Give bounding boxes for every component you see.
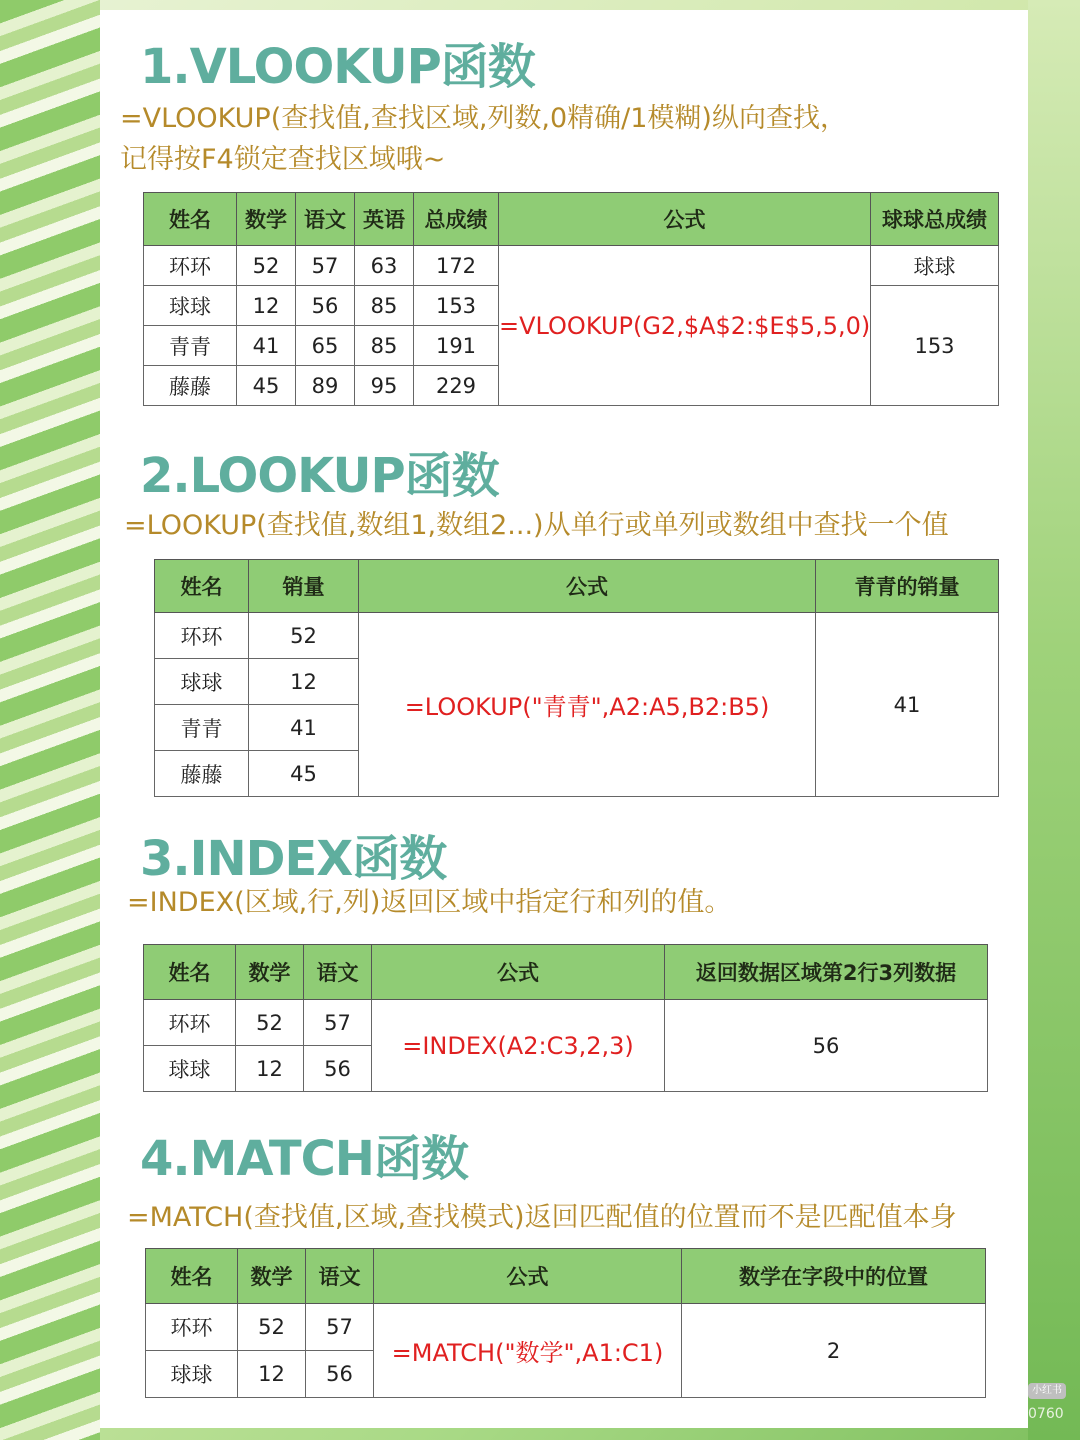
table-cell: 89 bbox=[296, 366, 355, 406]
header-cell: 数学 bbox=[236, 945, 304, 1000]
table-cell: 153 bbox=[414, 286, 499, 326]
table-cell: 172 bbox=[414, 246, 499, 286]
lookup-name-cell: 球球 bbox=[871, 246, 999, 286]
table-cell: 藤藤 bbox=[155, 751, 249, 797]
header-cell: 姓名 bbox=[144, 193, 237, 246]
header-cell: 数学在字段中的位置 bbox=[682, 1249, 986, 1304]
table-cell: 环环 bbox=[144, 1000, 236, 1046]
index-table bbox=[143, 944, 988, 1092]
header-cell: 数学 bbox=[237, 193, 296, 246]
table-cell: 藤藤 bbox=[144, 366, 237, 406]
table-cell: 12 bbox=[236, 1046, 304, 1092]
table-cell: 65 bbox=[296, 326, 355, 366]
table-header-row bbox=[146, 1249, 986, 1304]
header-cell: 青青的销量 bbox=[816, 560, 999, 613]
header-cell: 姓名 bbox=[155, 560, 249, 613]
table-cell: 57 bbox=[304, 1000, 372, 1046]
table-cell: 52 bbox=[249, 613, 359, 659]
lookup-table bbox=[154, 559, 999, 797]
table-cell: 环环 bbox=[155, 613, 249, 659]
header-cell: 总成绩 bbox=[414, 193, 499, 246]
table-cell: 56 bbox=[306, 1351, 374, 1398]
header-cell: 英语 bbox=[355, 193, 414, 246]
table-cell: 56 bbox=[304, 1046, 372, 1092]
table-row bbox=[144, 1000, 988, 1046]
table-row bbox=[144, 246, 999, 286]
table-cell: 球球 bbox=[144, 1046, 236, 1092]
table-cell: 57 bbox=[306, 1304, 374, 1351]
lookup-result-cell: 41 bbox=[816, 613, 999, 797]
vlookup-description-line1: =VLOOKUP(查找值,查找区域,列数,0精确/1模糊)纵向查找， bbox=[120, 103, 847, 134]
header-cell: 公式 bbox=[372, 945, 665, 1000]
table-cell: 52 bbox=[238, 1304, 306, 1351]
table-header-row bbox=[155, 560, 999, 613]
table-header-row bbox=[144, 945, 988, 1000]
table-cell: 95 bbox=[355, 366, 414, 406]
header-cell: 数学 bbox=[238, 1249, 306, 1304]
lookup-formula-cell: =LOOKUP("青青",A2:A5,B2:B5) bbox=[359, 613, 816, 797]
header-cell: 姓名 bbox=[146, 1249, 238, 1304]
table-cell: 12 bbox=[238, 1351, 306, 1398]
right-decorative-background bbox=[1028, 0, 1080, 1440]
table-cell: 环环 bbox=[146, 1304, 238, 1351]
header-cell: 语文 bbox=[296, 193, 355, 246]
table-cell: 191 bbox=[414, 326, 499, 366]
table-cell: 85 bbox=[355, 326, 414, 366]
table-cell: 41 bbox=[249, 705, 359, 751]
table-cell: 青青 bbox=[155, 705, 249, 751]
match-formula-cell: =MATCH("数学",A1:C1) bbox=[374, 1304, 682, 1398]
table-cell: 52 bbox=[236, 1000, 304, 1046]
lookup-title: 2.LOOKUP函数 bbox=[140, 448, 499, 504]
table-cell: 球球 bbox=[144, 286, 237, 326]
match-description: =MATCH(查找值,区域,查找模式)返回匹配值的位置而不是匹配值本身 bbox=[127, 1202, 957, 1233]
header-cell: 返回数据区域第2行3列数据 bbox=[665, 945, 988, 1000]
table-cell: 青青 bbox=[144, 326, 237, 366]
vlookup-result-cell: 153 bbox=[871, 286, 999, 406]
watermark-id: 0760 bbox=[1028, 1406, 1064, 1422]
table-cell: 229 bbox=[414, 366, 499, 406]
vlookup-title: 1.VLOOKUP函数 bbox=[140, 39, 535, 95]
table-row bbox=[155, 613, 999, 659]
index-title: 3.INDEX函数 bbox=[140, 831, 447, 887]
table-cell: 85 bbox=[355, 286, 414, 326]
table-cell: 球球 bbox=[146, 1351, 238, 1398]
vlookup-table bbox=[143, 192, 999, 406]
header-cell: 姓名 bbox=[144, 945, 236, 1000]
table-cell: 12 bbox=[249, 659, 359, 705]
index-result-cell: 56 bbox=[665, 1000, 988, 1092]
lookup-description: =LOOKUP(查找值,数组1,数组2...)从单行或单列或数组中查找一个值 bbox=[124, 510, 949, 541]
table-cell: 12 bbox=[237, 286, 296, 326]
header-cell: 公式 bbox=[359, 560, 816, 613]
table-cell: 63 bbox=[355, 246, 414, 286]
header-cell: 销量 bbox=[249, 560, 359, 613]
table-cell: 环环 bbox=[144, 246, 237, 286]
header-cell: 公式 bbox=[374, 1249, 682, 1304]
vlookup-formula-cell: =VLOOKUP(G2,$A$2:$E$5,5,0) bbox=[499, 246, 871, 406]
table-cell: 57 bbox=[296, 246, 355, 286]
header-cell: 语文 bbox=[304, 945, 372, 1000]
header-cell: 公式 bbox=[499, 193, 871, 246]
left-decorative-pattern bbox=[0, 0, 100, 1440]
index-description: =INDEX(区域,行,列)返回区域中指定行和列的值。 bbox=[127, 887, 732, 918]
table-cell: 球球 bbox=[155, 659, 249, 705]
match-result-cell: 2 bbox=[682, 1304, 986, 1398]
table-cell: 41 bbox=[237, 326, 296, 366]
header-cell: 球球总成绩 bbox=[871, 193, 999, 246]
vlookup-description-line2: 记得按F4锁定查找区域哦~ bbox=[120, 144, 446, 175]
header-cell: 语文 bbox=[306, 1249, 374, 1304]
table-header-row bbox=[144, 193, 999, 246]
match-table bbox=[145, 1248, 986, 1398]
white-paper-card bbox=[100, 10, 1028, 1428]
table-row bbox=[146, 1304, 986, 1351]
watermark-logo-badge: 小红书 bbox=[1028, 1383, 1066, 1399]
table-cell: 56 bbox=[296, 286, 355, 326]
table-cell: 45 bbox=[237, 366, 296, 406]
table-cell: 45 bbox=[249, 751, 359, 797]
table-cell: 52 bbox=[237, 246, 296, 286]
match-title: 4.MATCH函数 bbox=[140, 1131, 468, 1187]
index-formula-cell: =INDEX(A2:C3,2,3) bbox=[372, 1000, 665, 1092]
